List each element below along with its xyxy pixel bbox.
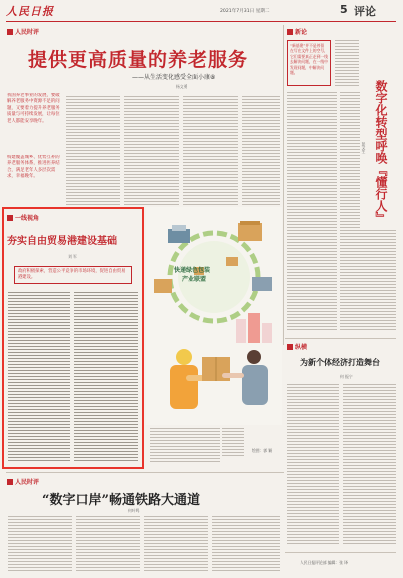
lower-right-author: 何 振宁 bbox=[340, 374, 353, 379]
main-article-tag: 人民时评 bbox=[7, 27, 39, 36]
lower-right-body-2 bbox=[343, 384, 396, 546]
main-body-col-2 bbox=[124, 96, 179, 206]
highlighted-lead: 政府积极探索，营造公平竞争的市场环境，促进自由贸易港建设。 bbox=[14, 266, 132, 284]
right-column-body-top bbox=[335, 40, 359, 88]
main-subtitle: ——从生活变化感受全面小康⑧ bbox=[132, 74, 216, 81]
pull-quote-text: 我国养老事业的发展，要破解养老服务中资源不足的问题，又要着力提升养老服务质量与可持续发展，让每位老人都能安享晚年。 bbox=[7, 93, 60, 124]
issue-date: 2021年7月31日 星期二 bbox=[220, 9, 270, 14]
bottom-body-col-2 bbox=[76, 516, 140, 572]
illustration-side-text bbox=[150, 428, 220, 464]
page-section-name: 评论 bbox=[354, 5, 376, 18]
right-column-body-1 bbox=[287, 92, 337, 332]
lower-right-headline: 为新个体经济打造舞台 bbox=[300, 357, 380, 367]
tag-marker-icon bbox=[7, 215, 13, 221]
highlighted-headline: 夯实自由贸易港建设基础 bbox=[7, 236, 117, 247]
newspaper-logo: 人民日报 bbox=[6, 5, 54, 18]
footer-rule bbox=[285, 552, 396, 553]
main-body-col-4 bbox=[242, 96, 280, 206]
main-headline: 提供更高质量的养老服务 bbox=[28, 49, 249, 71]
main-body-col-1 bbox=[66, 96, 120, 206]
tag-marker-icon bbox=[287, 344, 293, 350]
right-column-quote: “新基建”并不是停留在写在文件上的空号，它们需要真正走到一线去解决问题，在一线中发现问题，中解决问题。 bbox=[287, 40, 331, 86]
masthead bbox=[0, 0, 403, 22]
right-column-body-3 bbox=[360, 230, 396, 332]
highlighted-body-col-2 bbox=[74, 292, 138, 462]
footer-text: 人民日报评论部 编辑：张 译 bbox=[300, 560, 348, 565]
right-column-body-2 bbox=[340, 92, 360, 332]
bottom-article-rule bbox=[6, 472, 284, 473]
bottom-article-tag: 人民时评 bbox=[7, 477, 39, 486]
lower-right-rule bbox=[285, 338, 396, 339]
illustration-title-1: 快递绿色包装 bbox=[174, 267, 211, 274]
bottom-body-col-4 bbox=[212, 516, 280, 572]
right-column-tag: 新论 bbox=[287, 27, 307, 36]
illustration bbox=[146, 207, 282, 425]
pull-quote-text-2: 构建覆盖城乡、优势互补的养老服务体系，推进医养结合，满足老年人多层次需求，幸福晚年。 bbox=[7, 155, 60, 180]
illustration-side-text-2 bbox=[222, 428, 244, 458]
right-column-author: 彭文生 bbox=[362, 142, 367, 154]
highlighted-body-col-1 bbox=[8, 292, 70, 462]
bottom-headline: “数字口岸”畅通铁路大通道 bbox=[42, 493, 200, 508]
highlighted-article-tag: 一线视角 bbox=[7, 213, 39, 222]
illustration-art bbox=[146, 207, 282, 425]
bottom-author: 何叶鸣 bbox=[128, 508, 140, 513]
main-author: 杨文勇 bbox=[176, 84, 188, 89]
pull-quote-box bbox=[7, 93, 61, 205]
page-number: 5 bbox=[340, 3, 348, 16]
tag-marker-icon bbox=[7, 479, 13, 485]
illustration-title-2: 产业联盟 bbox=[182, 276, 207, 283]
tag-marker-icon bbox=[287, 29, 293, 35]
lower-right-tag: 纵横 bbox=[287, 342, 307, 351]
illustration-caption: 绘图：郭 颖 bbox=[252, 448, 273, 453]
right-column-divider bbox=[283, 25, 284, 345]
lower-right-body-1 bbox=[287, 384, 339, 546]
bottom-body-col-1 bbox=[8, 516, 72, 572]
tag-marker-icon bbox=[7, 29, 13, 35]
bottom-body-col-3 bbox=[144, 516, 208, 572]
masthead-rule bbox=[6, 21, 396, 22]
right-column-headline: 数字化转型呼唤『懂行人』 bbox=[374, 80, 388, 224]
main-body-col-3 bbox=[183, 96, 238, 206]
highlighted-author: 刘 军 bbox=[68, 254, 77, 259]
